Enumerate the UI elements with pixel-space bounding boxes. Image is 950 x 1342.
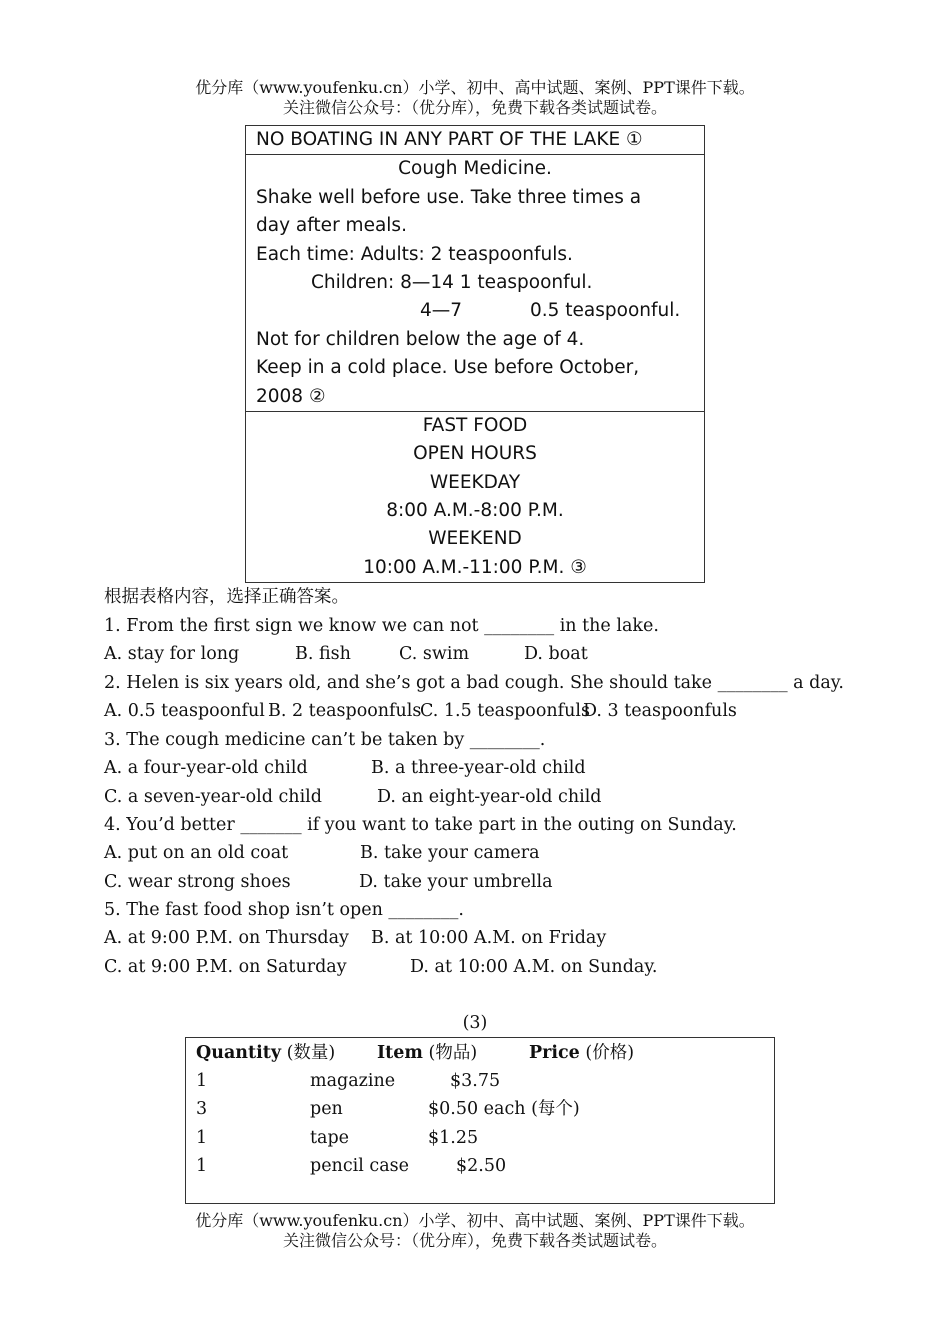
cell-item: pen: [310, 1099, 343, 1119]
medicine-line: Each time: Adults: 2 teaspoonfuls.: [256, 243, 573, 265]
medicine-line: [256, 297, 694, 325]
option: B. at 10:00 A.M. on Friday: [371, 928, 607, 948]
fastfood-line: 8:00 A.M.-8:00 P.M.: [386, 500, 564, 522]
option: C. a seven-year-old child: [104, 787, 322, 807]
cell-quantity: 1: [196, 1128, 208, 1148]
cell-item: magazine: [310, 1071, 396, 1091]
cell-item: tape: [310, 1128, 350, 1148]
cell-item: pencil case: [310, 1156, 409, 1176]
option: A. at 9:00 P.M. on Thursday: [104, 928, 349, 948]
option: D. boat: [524, 644, 588, 664]
header-line-1: 优分库（www.youfenku.cn）小学、初中、高中试题、案例、PPT课件下载。: [195, 78, 755, 97]
table-row: [186, 1156, 774, 1176]
option: B. 2 teaspoonfuls: [268, 701, 422, 721]
option: D. 3 teaspoonfuls: [583, 701, 737, 721]
medicine-age-range: 4—7: [420, 300, 463, 322]
question-stem: 3. The cough medicine can’t be taken by ________.: [104, 730, 546, 750]
option: D. take your umbrella: [359, 872, 553, 892]
option: C. swim: [399, 644, 470, 664]
header-price: Price (价格): [529, 1043, 635, 1063]
option: A. stay for long: [104, 644, 240, 664]
option: A. put on an old coat: [104, 843, 289, 863]
option: B. take your camera: [360, 843, 540, 863]
medicine-line: 2008 ②: [256, 385, 326, 407]
option: A. 0.5 teaspoonful: [104, 701, 265, 721]
medicine-line: Not for children below the age of 4.: [256, 328, 585, 350]
header-item: Item (物品): [377, 1043, 478, 1063]
medicine-title: Cough Medicine.: [398, 158, 552, 180]
cell-quantity: 3: [196, 1099, 208, 1119]
cell-price: $3.75: [450, 1071, 501, 1091]
question-stem: 4. You’d better _______ if you want to take part in the outing on Sunday.: [104, 815, 737, 835]
fastfood-line: WEEKDAY: [429, 471, 521, 493]
signs-box: [245, 125, 705, 583]
table-row: [186, 1128, 774, 1148]
medicine-line: Keep in a cold place. Use before October,: [256, 357, 640, 379]
cell-quantity: 1: [196, 1156, 208, 1176]
cell-quantity: 1: [196, 1071, 208, 1091]
option: B. fish: [295, 644, 351, 664]
footer-line-2: 关注微信公众号：（优分库），免费下载各类试题试卷。: [282, 1231, 667, 1250]
table-row: [186, 1099, 774, 1119]
option: C. 1.5 teaspoonfuls: [420, 701, 590, 721]
cell-price: $1.25: [428, 1128, 479, 1148]
fastfood-line: 10:00 A.M.-11:00 P.M. ③: [363, 556, 587, 578]
option: A. a four-year-old child: [104, 758, 308, 778]
medicine-dose: 0.5 teaspoonful.: [530, 300, 681, 322]
option: C. at 9:00 P.M. on Saturday: [104, 957, 347, 977]
table-row: [186, 1071, 774, 1091]
question-stem: 2. Helen is six years old, and she’s got a bad cough. She should take ________ a day.: [104, 673, 844, 693]
section-caption: (3): [462, 1013, 488, 1033]
question-stem: 1. From the first sign we know we can not ________ in the lake.: [104, 616, 659, 636]
price-table: [185, 1037, 775, 1204]
sign-boating-text: NO BOATING IN ANY PART OF THE LAKE ①: [256, 129, 643, 150]
header-line-2: 关注微信公众号：（优分库），免费下载各类试题试卷。: [282, 98, 667, 117]
header-quantity: Quantity (数量): [196, 1043, 336, 1063]
option: B. a three-year-old child: [371, 758, 586, 778]
medicine-line: day after meals.: [256, 215, 407, 237]
fastfood-line: OPEN HOURS: [413, 443, 537, 465]
option: C. wear strong shoes: [104, 872, 291, 892]
option: D. at 10:00 A.M. on Sunday.: [410, 957, 658, 977]
footer-line-1: 优分库（www.youfenku.cn）小学、初中、高中试题、案例、PPT课件下载。: [195, 1211, 755, 1230]
option: D. an eight-year-old child: [377, 787, 602, 807]
medicine-line: Shake well before use. Take three times a: [256, 186, 642, 208]
price-table-header: [186, 1043, 774, 1063]
sign-boating: [246, 126, 704, 154]
fastfood-line: WEEKEND: [428, 528, 522, 550]
medicine-line: Children: 8—14 1 teaspoonful.: [311, 271, 593, 293]
question-stem: 5. The fast food shop isn’t open ________.: [104, 900, 464, 920]
cell-price: $0.50 each (每个): [428, 1099, 580, 1119]
fastfood-line: FAST FOOD: [422, 414, 528, 436]
cell-price: $2.50: [456, 1156, 507, 1176]
sign-cough-medicine: [246, 154, 704, 411]
sign-fast-food: [246, 411, 704, 582]
instruction: 根据表格内容，选择正确答案。: [104, 587, 349, 607]
